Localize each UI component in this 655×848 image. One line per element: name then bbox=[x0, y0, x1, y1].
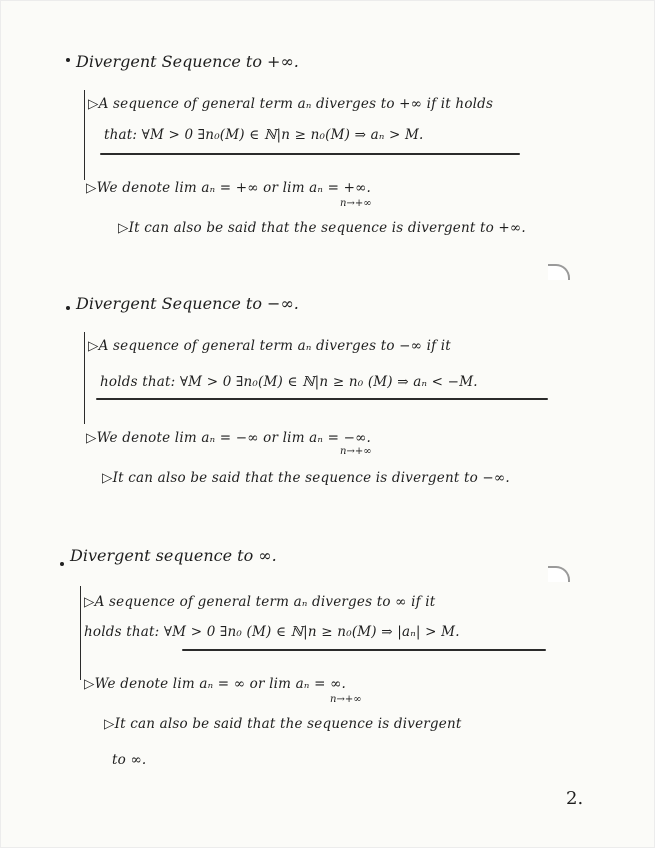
limit-subscript-1: n→+∞ bbox=[340, 198, 372, 209]
notation-line-1: ▷We denote lim aₙ = +∞ or lim aₙ = +∞. bbox=[86, 180, 372, 196]
remark-line-1: ▷It can also be said that the sequence is divergent to +∞. bbox=[118, 220, 526, 236]
definition-line-1a: ▷A sequence of general term aₙ diverges to +∞ if it holds bbox=[88, 96, 494, 112]
remark-line-2: ▷It can also be said that the sequence is divergent to −∞. bbox=[102, 470, 510, 486]
definition-underline-2 bbox=[96, 398, 548, 400]
definition-line-2a: ▷A sequence of general term aₙ diverges to −∞ if it bbox=[88, 338, 451, 354]
heading-bullet-3 bbox=[60, 562, 64, 566]
page-number: 2. bbox=[566, 788, 584, 809]
remark-line-3b: to ∞. bbox=[112, 752, 147, 768]
section-heading-minus-infinity: Divergent Sequence to −∞. bbox=[76, 294, 299, 313]
page-curl-mark-1 bbox=[548, 264, 570, 280]
section-heading-infinity: Divergent sequence to ∞. bbox=[70, 546, 277, 565]
definition-line-3a: ▷A sequence of general term aₙ diverges to ∞ if it bbox=[84, 594, 436, 610]
limit-subscript-3: n→+∞ bbox=[330, 694, 362, 705]
definition-line-3b: holds that: ∀M > 0 ∃n₀ (M) ∈ ℕ|n ≥ n₀(M) ⇒ |aₙ| > M. bbox=[84, 624, 460, 640]
remark-line-3a: ▷It can also be said that the sequence is divergent bbox=[104, 716, 462, 732]
limit-subscript-2: n→+∞ bbox=[340, 446, 372, 457]
definition-bracket-3 bbox=[80, 586, 81, 680]
definition-bracket-1 bbox=[84, 90, 85, 180]
notation-line-2: ▷We denote lim aₙ = −∞ or lim aₙ = −∞. bbox=[86, 430, 372, 446]
definition-line-2b: holds that: ∀M > 0 ∃n₀(M) ∈ ℕ|n ≥ n₀ (M) ⇒ aₙ < −M. bbox=[100, 374, 478, 390]
heading-bullet-2 bbox=[66, 306, 70, 310]
definition-bracket-2 bbox=[84, 332, 85, 424]
section-heading-plus-infinity: Divergent Sequence to +∞. bbox=[76, 52, 299, 71]
definition-line-1b: that: ∀M > 0 ∃n₀(M) ∈ ℕ|n ≥ n₀(M) ⇒ aₙ > M. bbox=[104, 127, 424, 143]
heading-bullet-1 bbox=[66, 58, 70, 62]
notation-line-3: ▷We denote lim aₙ = ∞ or lim aₙ = ∞. bbox=[84, 676, 347, 692]
page-curl-mark-2 bbox=[548, 566, 570, 582]
definition-underline-1 bbox=[100, 153, 520, 155]
definition-underline-3 bbox=[182, 649, 546, 651]
